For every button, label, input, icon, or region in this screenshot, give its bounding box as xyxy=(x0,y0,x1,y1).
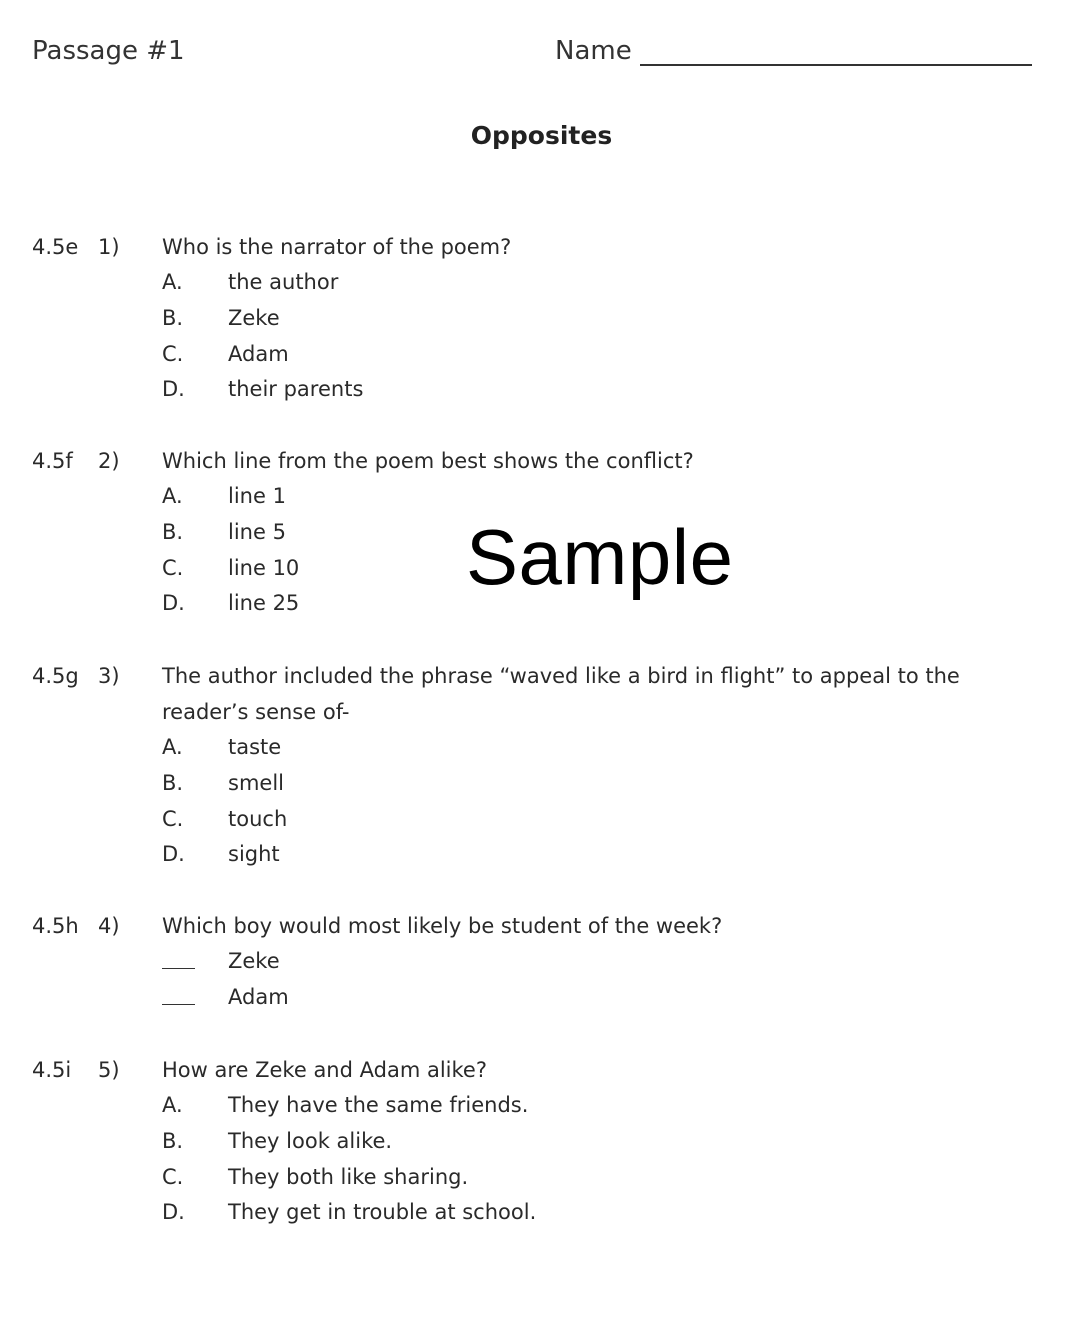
choice-text: Zeke xyxy=(228,305,280,330)
page-title: Opposites xyxy=(470,121,613,150)
choice-letter: A. xyxy=(162,735,183,759)
question-number: 4) xyxy=(98,914,120,938)
choice-letter: B. xyxy=(162,1128,184,1153)
question-number: 1) xyxy=(98,235,120,259)
choice-letter: B. xyxy=(162,305,184,330)
choice-text: They have the same friends. xyxy=(228,1093,529,1117)
choice-letter: A. xyxy=(162,270,183,294)
answer-choice[interactable] xyxy=(0,1124,1072,1160)
question-text: The author included the phrase “waved like a bird in flight” to appeal to the xyxy=(162,664,960,688)
sample-watermark: Sample xyxy=(466,513,734,601)
question-text: Who is the narrator of the poem? xyxy=(162,235,512,259)
choice-text: line 10 xyxy=(228,555,300,580)
answer-blank[interactable] xyxy=(162,968,195,969)
answer-choice[interactable] xyxy=(0,944,1072,980)
question-5 xyxy=(0,1052,1072,1231)
question-standard: 4.5f xyxy=(32,449,73,473)
answer-blank[interactable] xyxy=(162,1004,195,1005)
question-text: Which boy would most likely be student of the week? xyxy=(162,914,723,938)
choice-letter: D. xyxy=(162,591,185,616)
answer-choice[interactable] xyxy=(0,730,1072,766)
choice-letter: D. xyxy=(162,377,185,402)
choice-text: taste xyxy=(228,735,282,759)
question-standard: 4.5i xyxy=(32,1058,72,1082)
choice-text: They get in trouble at school. xyxy=(228,1200,537,1225)
choice-text: Adam xyxy=(228,984,289,1009)
question-4 xyxy=(0,908,1072,1016)
choice-text: the author xyxy=(228,270,339,294)
question-text: Which line from the poem best shows the conflict? xyxy=(162,449,694,473)
name-field xyxy=(555,36,1032,66)
answer-choice[interactable] xyxy=(0,479,1072,515)
answer-choice[interactable] xyxy=(0,1195,1072,1231)
choice-text: smell xyxy=(228,770,284,795)
answer-choice[interactable] xyxy=(0,372,1072,408)
question-text: How are Zeke and Adam alike? xyxy=(162,1058,487,1082)
choice-letter: B. xyxy=(162,770,184,795)
answer-choice[interactable] xyxy=(0,980,1072,1016)
question-3 xyxy=(0,658,1072,873)
choice-letter: A. xyxy=(162,1093,183,1117)
choice-letter: C. xyxy=(162,1164,184,1189)
choice-letter: D. xyxy=(162,1200,185,1225)
choice-text: touch xyxy=(228,806,288,831)
choice-text: Adam xyxy=(228,341,289,366)
name-label: Name xyxy=(555,36,632,66)
name-blank-line[interactable] xyxy=(640,38,1032,66)
choice-letter: A. xyxy=(162,484,183,508)
choice-letter: C. xyxy=(162,341,184,366)
question-standard: 4.5g xyxy=(32,664,79,688)
choice-letter: D. xyxy=(162,842,185,867)
passage-label: Passage #1 xyxy=(32,36,185,66)
choice-text: line 25 xyxy=(228,591,300,616)
choice-text: Zeke xyxy=(228,949,280,973)
question-standard: 4.5h xyxy=(32,914,79,938)
answer-choice[interactable] xyxy=(0,1160,1072,1196)
answer-choice[interactable] xyxy=(0,766,1072,802)
question-1 xyxy=(0,229,1072,408)
answer-choice[interactable] xyxy=(0,802,1072,838)
question-number: 2) xyxy=(98,449,120,473)
choice-text: They both like sharing. xyxy=(228,1164,469,1189)
choice-text: They look alike. xyxy=(228,1128,393,1153)
answer-choice[interactable] xyxy=(0,1088,1072,1124)
answer-choice[interactable] xyxy=(0,265,1072,301)
choice-text: line 1 xyxy=(228,484,286,508)
question-standard: 4.5e xyxy=(32,235,79,259)
question-number: 5) xyxy=(98,1058,120,1082)
answer-choice[interactable] xyxy=(0,337,1072,373)
choice-letter: B. xyxy=(162,519,184,544)
choice-text: sight xyxy=(228,842,280,867)
choice-letter: C. xyxy=(162,555,184,580)
choice-text: line 5 xyxy=(228,519,286,544)
answer-choice[interactable] xyxy=(0,837,1072,873)
question-number: 3) xyxy=(98,664,120,688)
choice-letter: C. xyxy=(162,806,184,831)
answer-choice[interactable] xyxy=(0,301,1072,337)
question-text-continued: reader’s sense of- xyxy=(162,700,350,724)
choice-text: their parents xyxy=(228,377,364,402)
